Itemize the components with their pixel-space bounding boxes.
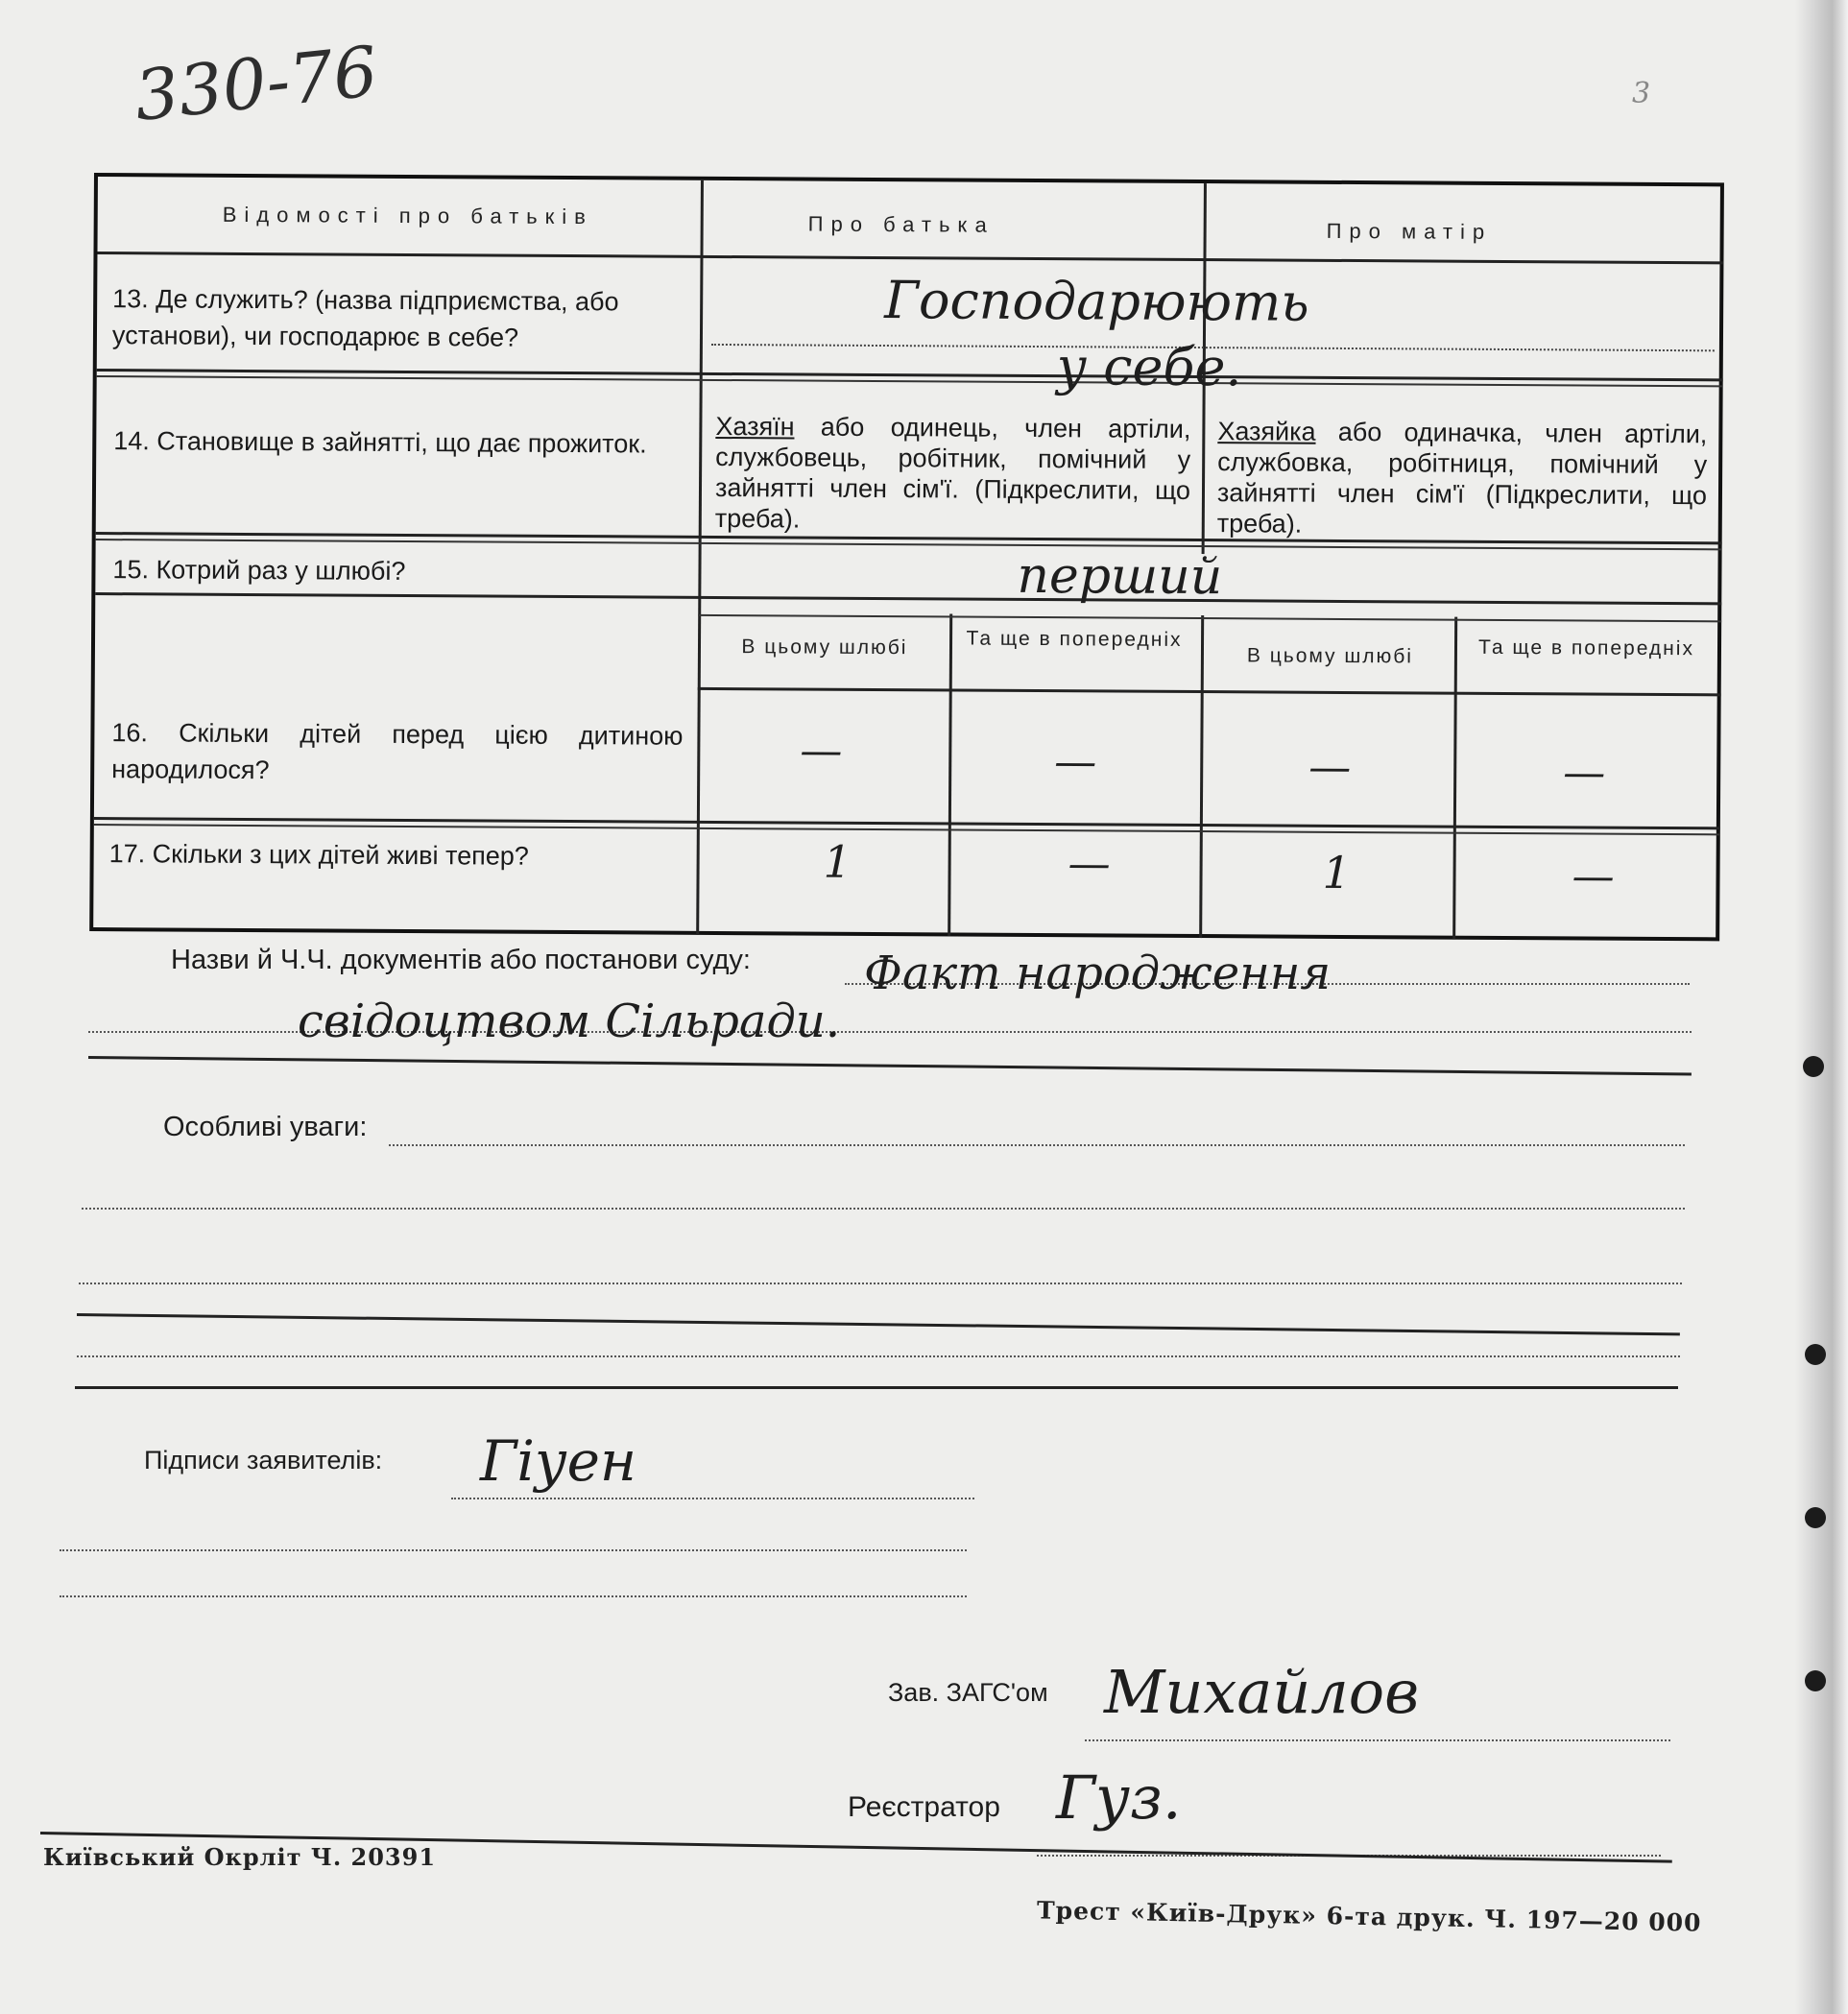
q13-question: 13. Де служить? (назва підприємства, або установи), чи господарює в себе? — [111, 284, 619, 352]
q14-mother-options — [1217, 416, 1708, 541]
remarks-label: Особливі уваги: — [163, 1112, 368, 1142]
punch-hole — [1805, 1507, 1826, 1528]
subheader-father-this-marriage: В цьому шлюбі — [741, 635, 908, 659]
q15-answer: перший — [1017, 546, 1223, 607]
footer-censor-mark: Київський Окрліт Ч. 20391 — [43, 1843, 437, 1871]
punch-hole — [1803, 1056, 1824, 1077]
remarks-line — [77, 1355, 1680, 1357]
remarks-line — [389, 1144, 1685, 1146]
footer-printer-mark: Трест «Київ-Друк» 6-та друк. Ч. 197—20 000 — [1036, 1896, 1702, 1937]
q16-question: 16. Скільки дітей перед цією дитиною народилося? — [111, 718, 684, 785]
q17-father-this: 1 — [823, 835, 852, 888]
q14-father-rest: або одинець, член артіли, службовець, робітник, помічний у зайнятті член сім'ї. (Підкреслити, що треба). — [714, 412, 1191, 534]
q16-father-previous: — — [1054, 737, 1097, 787]
signature-line — [60, 1595, 967, 1597]
section-rule — [75, 1386, 1678, 1389]
q13-answer-line1: Господарюють — [884, 270, 1309, 333]
column-divider — [1452, 617, 1457, 940]
documents-value-line2: свідоцтвом Сільради. — [298, 995, 841, 1048]
subheader-mother-this-marriage: В цьому шлюбі — [1246, 644, 1414, 668]
punch-hole — [1805, 1670, 1826, 1691]
section-rule — [88, 1056, 1692, 1075]
signature-line — [60, 1549, 967, 1551]
subheader-father-previous: Та ще в попередніх — [966, 627, 1183, 651]
header-about-parents: Відомості про батьків — [222, 202, 593, 229]
header-father: Про батька — [807, 211, 995, 237]
registrar-label: Реєстратор — [848, 1791, 1000, 1823]
page-mark: 3 — [1632, 77, 1651, 110]
remarks-line — [82, 1208, 1685, 1210]
archive-number: 330-76 — [131, 30, 382, 137]
row-divider — [95, 592, 1721, 605]
signature-line — [1085, 1739, 1670, 1741]
punch-hole — [1805, 1344, 1826, 1365]
q17-question: 17. Скільки з цих дітей живі тепер? — [108, 839, 529, 871]
signature-line — [451, 1498, 974, 1499]
column-divider — [1199, 615, 1204, 938]
q14-father-options — [715, 411, 1191, 537]
applicants-signature: Гіуен — [480, 1428, 637, 1494]
column-divider — [948, 613, 952, 936]
q15-question: 15. Котрий раз у шлюбі? — [112, 555, 406, 586]
q14-mother-selected: Хазяйка — [1217, 417, 1316, 446]
q16-mother-this: — — [1308, 742, 1352, 793]
q17-mother-this: 1 — [1322, 846, 1352, 899]
zags-head-label: Зав. ЗАГС'ом — [888, 1678, 1048, 1707]
parents-info-table — [89, 173, 1724, 941]
q16-mother-previous: — — [1563, 748, 1606, 798]
applicants-signature-label: Підписи заявителів: — [144, 1446, 383, 1475]
q13-answer-line2: у себе. — [1056, 336, 1242, 398]
section-rule — [77, 1313, 1680, 1335]
registrar-signature: Гуз. — [1056, 1762, 1182, 1833]
row-divider — [698, 614, 1721, 623]
header-mother: Про матір — [1326, 218, 1493, 244]
q14-question: 14. Становище в зайнятті, що дає прожиток. — [113, 426, 647, 459]
documents-value-line1: Факт народження — [864, 947, 1332, 1000]
q14-father-selected: Хазяїн — [715, 411, 795, 442]
row-divider — [698, 687, 1721, 697]
subheader-mother-previous: Та ще в попередніх — [1477, 635, 1695, 660]
zags-head-signature: Михайлов — [1104, 1657, 1420, 1727]
q17-mother-previous: — — [1572, 851, 1615, 901]
row-divider — [97, 252, 1723, 264]
documents-label: Назви й Ч.Ч. документів або постанови суду: — [171, 945, 751, 975]
q16-father-this: — — [800, 726, 843, 776]
page-edge — [1795, 0, 1848, 2014]
q17-father-previous: — — [1068, 839, 1111, 889]
remarks-line — [79, 1283, 1682, 1284]
q14-mother-rest: або одиначка, член артіли, службовка, робітниця, помічний у зайнятті член сім'ї (Підкреслити, що треба). — [1216, 417, 1708, 539]
